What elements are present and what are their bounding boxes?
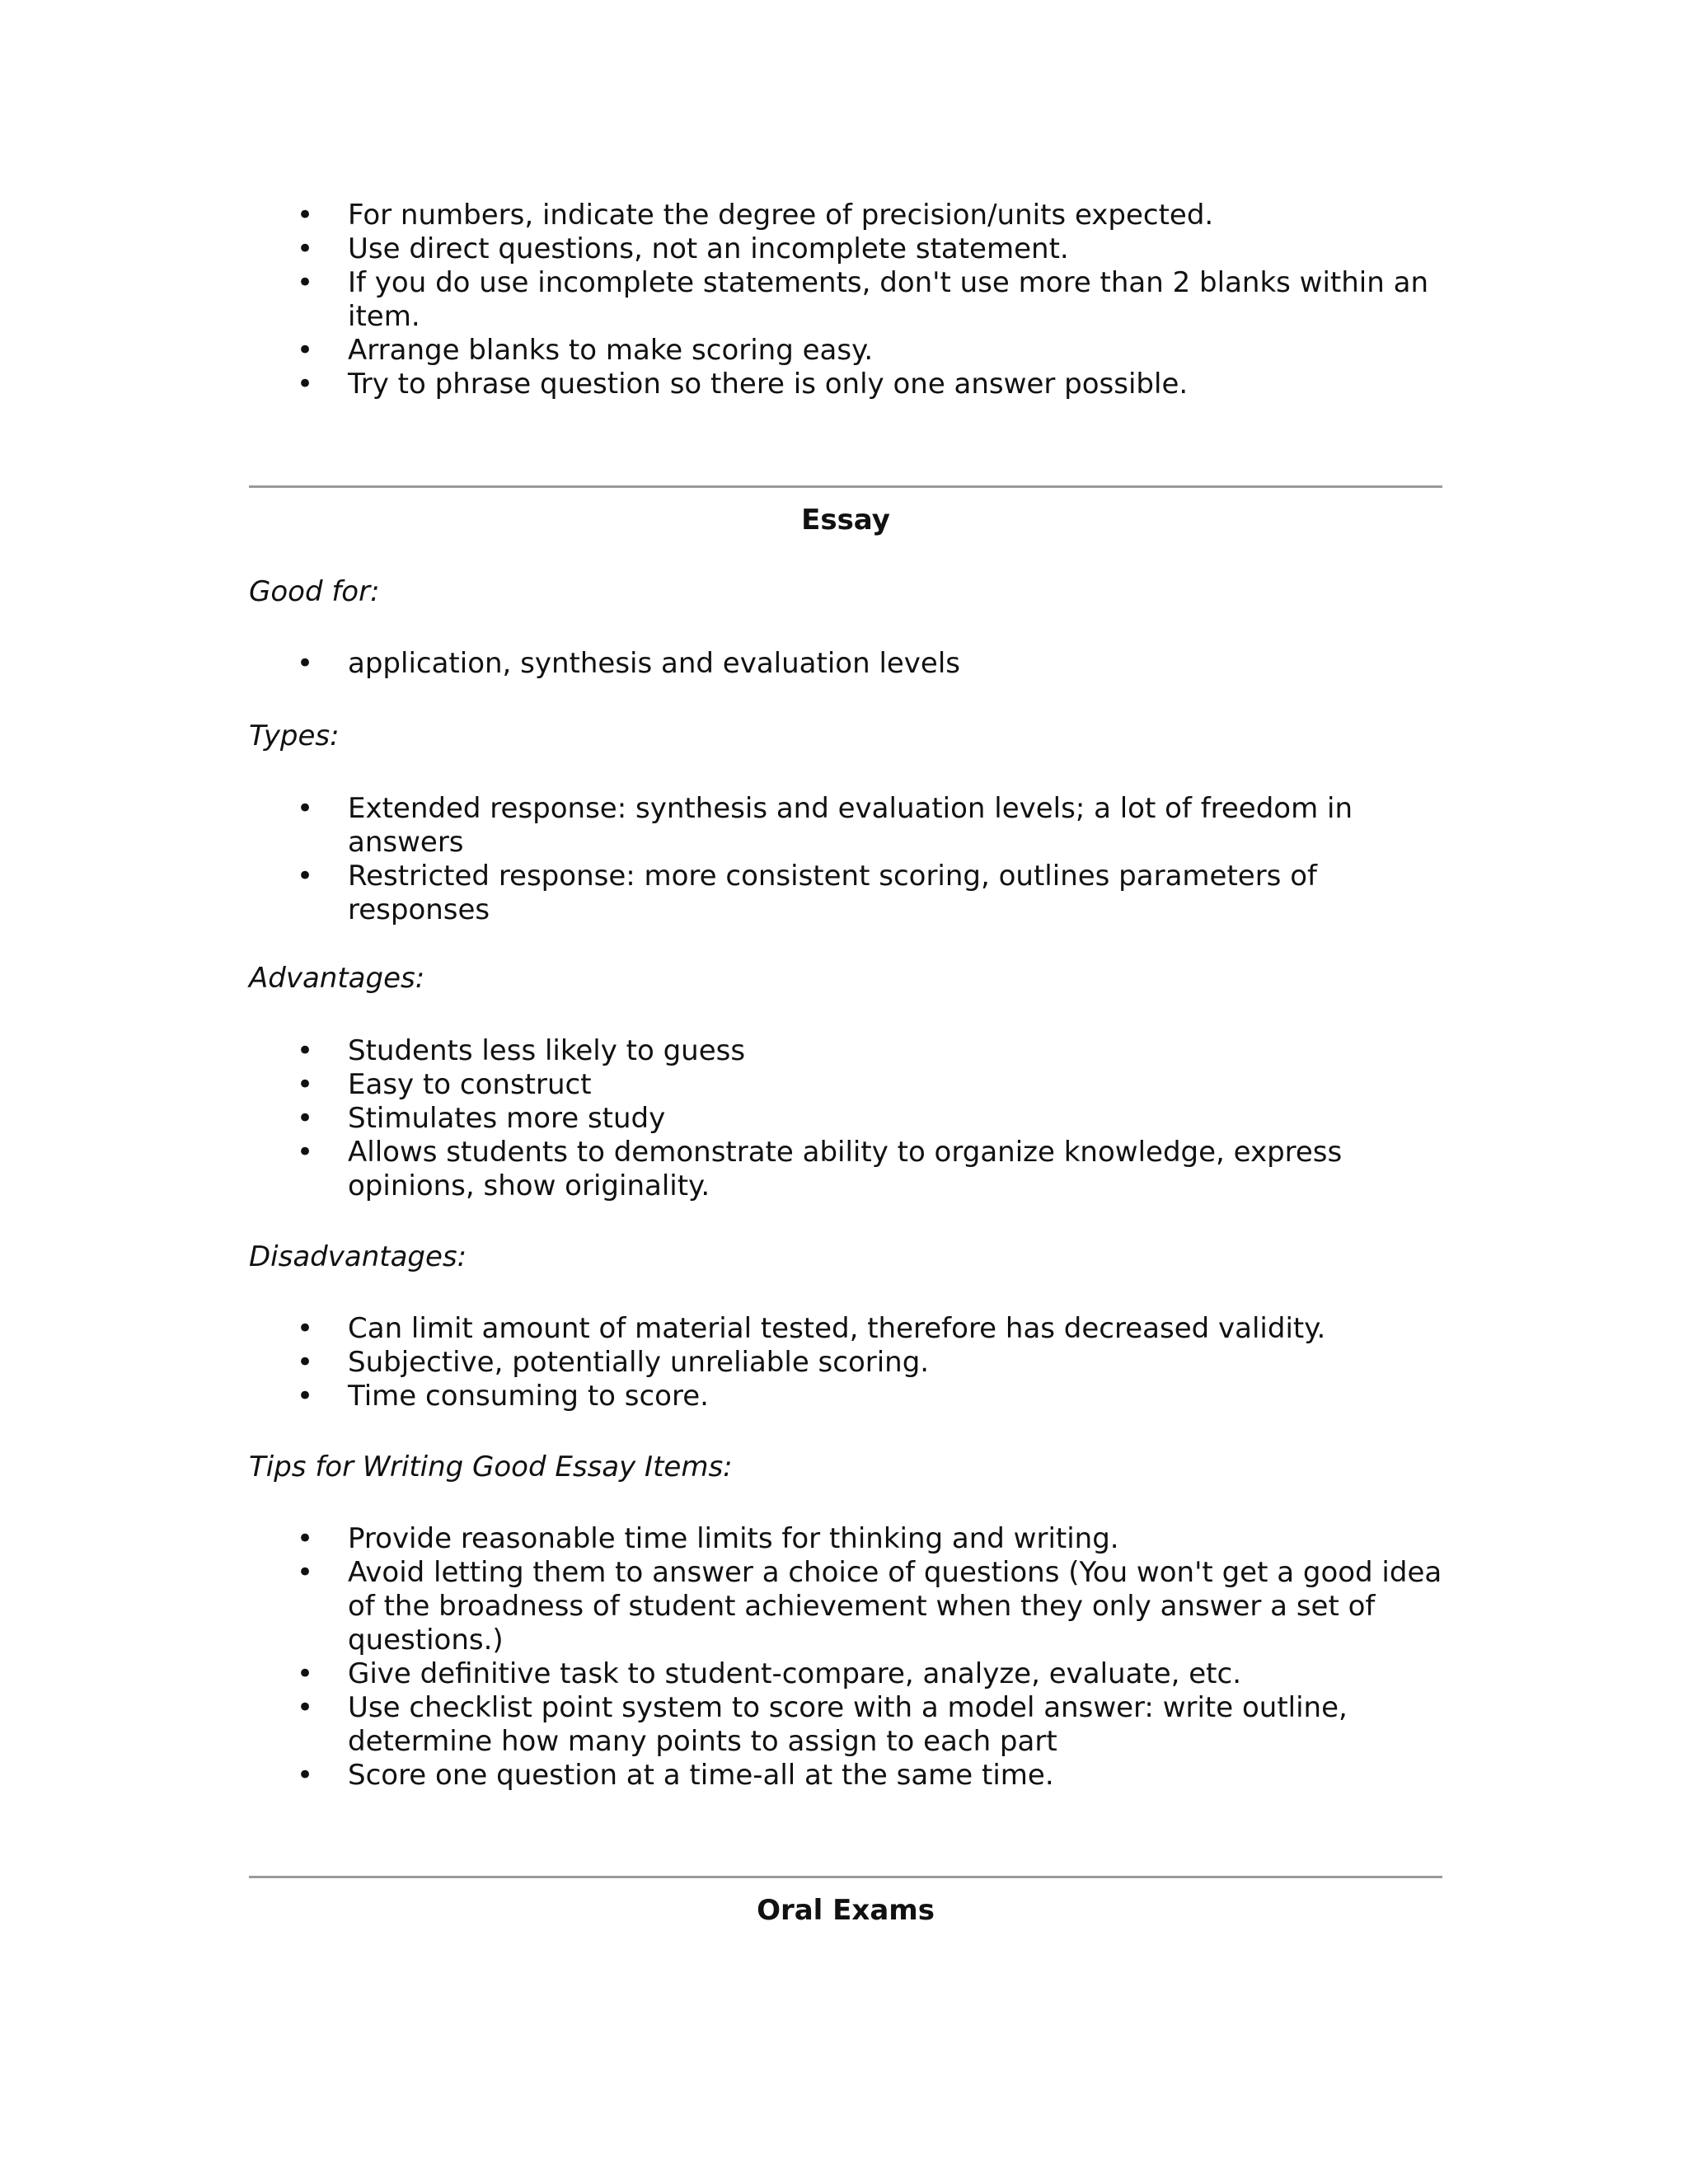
list-item: • Subjective, potentially unreliable scoring. [249,1346,1442,1380]
list-item: • Try to phrase question so there is only one answer possible. [249,368,1442,401]
disadvantages-label: Disadvantages: [249,1240,467,1273]
list-item: • Provide reasonable time limits for thinking and writing. [249,1522,1442,1556]
list-item: • Time consuming to score. [249,1380,1442,1413]
tips-label: Tips for Writing Good Essay Items: [249,1451,733,1483]
completion-tips-list [249,199,1442,401]
list-item: • Stimulates more study [249,1102,1442,1136]
list-item: • Use checklist point system to score with a model answer: write outline, determine how many points to assign to each part [249,1691,1442,1759]
list-item: • Give definitive task to student-compare, analyze, evaluate, etc. [249,1657,1442,1691]
advantages-list [249,1034,1442,1203]
tips-list [249,1522,1442,1793]
list-item: • Allows students to demonstrate ability to organize knowledge, express opinions, show originality. [249,1136,1442,1203]
good-for-list [249,647,1442,681]
list-item: • If you do use incomplete statements, don't use more than 2 blanks within an item. [249,266,1442,334]
list-item: • Score one question at a time-all at the same time. [249,1759,1442,1793]
list-item: • Easy to construct [249,1068,1442,1102]
types-label: Types: [249,719,340,752]
list-item: • Use direct questions, not an incomplete statement. [249,232,1442,266]
list-item: • Can limit amount of material tested, therefore has decreased validity. [249,1312,1442,1346]
types-list [249,792,1442,927]
oral-exams-heading: Oral Exams [757,1894,935,1927]
list-item: • Avoid letting them to answer a choice of questions (You won't get a good idea of the broadness of student achievement when they only answer a set of questions.) [249,1556,1442,1657]
disadvantages-list [249,1312,1442,1413]
list-item: • Restricted response: more consistent scoring, outlines parameters of responses [249,860,1442,927]
list-item: • Extended response: synthesis and evaluation levels; a lot of freedom in answers [249,792,1442,860]
list-item: • application, synthesis and evaluation levels [249,647,1442,681]
essay-heading: Essay [801,504,890,537]
good-for-label: Good for: [249,575,380,608]
section-divider [249,1876,1442,1878]
section-divider [249,485,1442,488]
list-item: • For numbers, indicate the degree of precision/units expected. [249,199,1442,232]
list-item: • Students less likely to guess [249,1034,1442,1068]
advantages-label: Advantages: [249,962,425,995]
list-item: • Arrange blanks to make scoring easy. [249,334,1442,368]
